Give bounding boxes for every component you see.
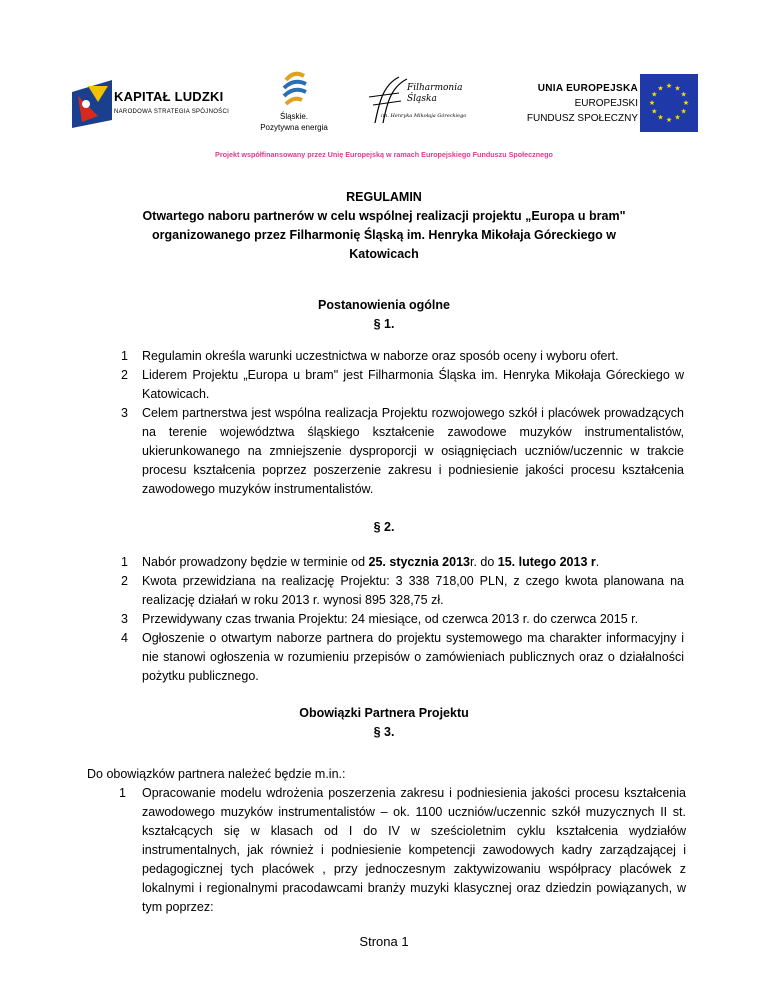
page-number: Strona 1 <box>359 934 409 949</box>
svg-text:★: ★ <box>648 99 656 107</box>
item-text-post: . <box>595 555 600 569</box>
slaskie-logo <box>258 68 330 140</box>
slaskie-name: Śląskie. <box>279 112 308 121</box>
end-date: 15. lutego 2013 r <box>497 555 596 569</box>
filharmonia-logo <box>365 73 485 133</box>
eu-line2: EUROPEJSKI <box>574 98 638 109</box>
item-number: 3 <box>121 612 128 626</box>
svg-text:★: ★ <box>657 113 664 122</box>
document-title <box>0 188 768 264</box>
kapital-ludzki-subtitle: NARODOWA STRATEGIA SPÓJNOŚCI <box>114 109 230 115</box>
item-number: 2 <box>121 574 128 588</box>
slaskie-waves-icon <box>258 68 330 112</box>
filharmonia-line1: Filharmonia <box>407 83 463 93</box>
list-item <box>88 366 684 404</box>
kapital-ludzki-emblem-icon <box>72 72 112 132</box>
kapital-ludzki-title: KAPITAŁ LUDZKI <box>114 89 224 104</box>
section1-paragraph-sign: § 1. <box>373 317 395 331</box>
title-line2: Otwartego naboru partnerów w celu wspólnej realizacji projektu „Europa u bram" <box>142 209 626 223</box>
section2-heading <box>0 518 768 537</box>
item-number: 1 <box>121 349 128 363</box>
kapital-ludzki-logo <box>72 72 252 132</box>
item-number: 1 <box>121 555 128 569</box>
svg-text:★: ★ <box>680 107 687 116</box>
slaskie-tagline: Pozytywna energia <box>260 123 328 132</box>
list-item <box>110 784 686 917</box>
eu-line1: UNIA EUROPEJSKA <box>537 83 638 94</box>
section3-list <box>110 784 686 917</box>
svg-text:★: ★ <box>651 90 658 99</box>
item-number: 4 <box>121 631 128 645</box>
section3-heading <box>0 704 768 742</box>
svg-text:★: ★ <box>674 84 681 93</box>
filharmonia-ff-icon <box>365 73 409 129</box>
list-item <box>88 629 684 686</box>
list-item <box>88 347 684 366</box>
filharmonia-line3: im. Henryka Mikołaja Góreckiego <box>381 113 467 119</box>
item-text: Celem partnerstwa jest wspólna realizacja Projektu rozwojowego szkół i placówek prowadzących na terenie województwa śląskiego kształcenie zawodowe muzyków instrumentalistów, ukierunkowanego na zmniejszenie dysproporcji w osiągnięciach uczniów/uczennic w trakcie procesu kształcenia poprzez poszerzenie zakresu i podniesienie jakości procesu kształcenia zawodowego muzyków instrumentalistów. <box>142 406 684 496</box>
title-line1: REGULAMIN <box>346 190 422 204</box>
item-text: Kwota przewidziana na realizację Projektu: 3 338 718,00 PLN, z czego kwota planowana na realizację działań w roku 2013 r. wynosi 895 328,75 zł. <box>142 574 684 607</box>
filharmonia-line2: Śląska <box>407 94 437 104</box>
eu-flag-icon <box>640 74 698 132</box>
item-text: Ogłoszenie o otwartym naborze partnera do projektu systemowego ma charakter informacyjny i nie stanowi ogłoszenia w rozumieniu przepisów o zamówieniach publicznych oraz o działalności pożytku publicznego. <box>142 631 684 683</box>
item-text: Regulamin określa warunki uczestnictwa w naborze oraz sposób oceny i wyboru ofert. <box>142 349 619 363</box>
section2-paragraph-sign: § 2. <box>373 520 395 534</box>
item-text-pre: Nabór prowadzony będzie w terminie od <box>142 555 369 569</box>
item-number: 2 <box>121 368 128 382</box>
title-line3: organizowanego przez Filharmonię Śląską im. Henryka Mikołaja Góreckiego w <box>151 228 617 242</box>
section2-list <box>88 553 684 686</box>
start-date: 25. stycznia 2013 <box>368 555 470 569</box>
svg-text:★: ★ <box>657 84 664 93</box>
svg-text:★: ★ <box>651 107 658 116</box>
item-text-mid: r. do <box>469 555 498 569</box>
item-text: Przewidywany czas trwania Projektu: 24 miesiące, od czerwca 2013 r. do czerwca 2015 r. <box>142 612 639 626</box>
svg-text:★: ★ <box>665 116 673 124</box>
section1-title: Postanowienia ogólne <box>318 298 450 312</box>
list-item <box>88 572 684 610</box>
section3-intro: Do obowiązków partnera należeć będzie m.in.: <box>87 767 346 781</box>
svg-text:★: ★ <box>682 99 690 107</box>
eu-line3: FUNDUSZ SPOŁECZNY <box>526 113 638 124</box>
item-number: 1 <box>119 786 126 800</box>
svg-text:★: ★ <box>665 82 673 90</box>
svg-text:★: ★ <box>674 113 681 122</box>
list-item <box>88 553 684 572</box>
list-item <box>88 610 684 629</box>
item-text: Opracowanie modelu wdrożenia poszerzenia zakresu i podniesienia jakości procesu kształcenia zawodowego muzyków instrumentalistów – ok. 1100 uczniów/uczennic szkół muzycznych II st. kształcących się w klasach od I do IV w sześcioletnim cyklu kształcenia wydziałów instrumentalnych, jak również i podniesienie kompetencji zawodowych kadry zarządzającej i pedagogicznej tych placówek , przy jednoczesnym zaktywizowaniu współpracy placówek z lokalnymi i regionalnymi pracodawcami branży muzyki klasycznej oraz dziedzin powiązanych, w tym poprzez: <box>142 786 686 914</box>
section1-heading <box>0 296 768 334</box>
section3-title: Obowiązki Partnera Projektu <box>299 706 469 720</box>
header-logos <box>0 0 768 159</box>
item-text: Liderem Projektu „Europa u bram" jest Filharmonia Śląska im. Henryka Mikołaja Góreckiego w Katowicach. <box>142 368 684 401</box>
section1-list <box>88 347 684 499</box>
item-number: 3 <box>121 406 128 420</box>
title-line4: Katowicach <box>349 247 419 261</box>
cofinancing-note: Projekt współfinansowany przez Unię Europejską w ramach Europejskiego Funduszu Społecznego <box>215 150 553 159</box>
list-item <box>88 404 684 499</box>
section3-paragraph-sign: § 3. <box>373 725 395 739</box>
svg-text:★: ★ <box>680 90 687 99</box>
eu-text <box>527 83 638 124</box>
